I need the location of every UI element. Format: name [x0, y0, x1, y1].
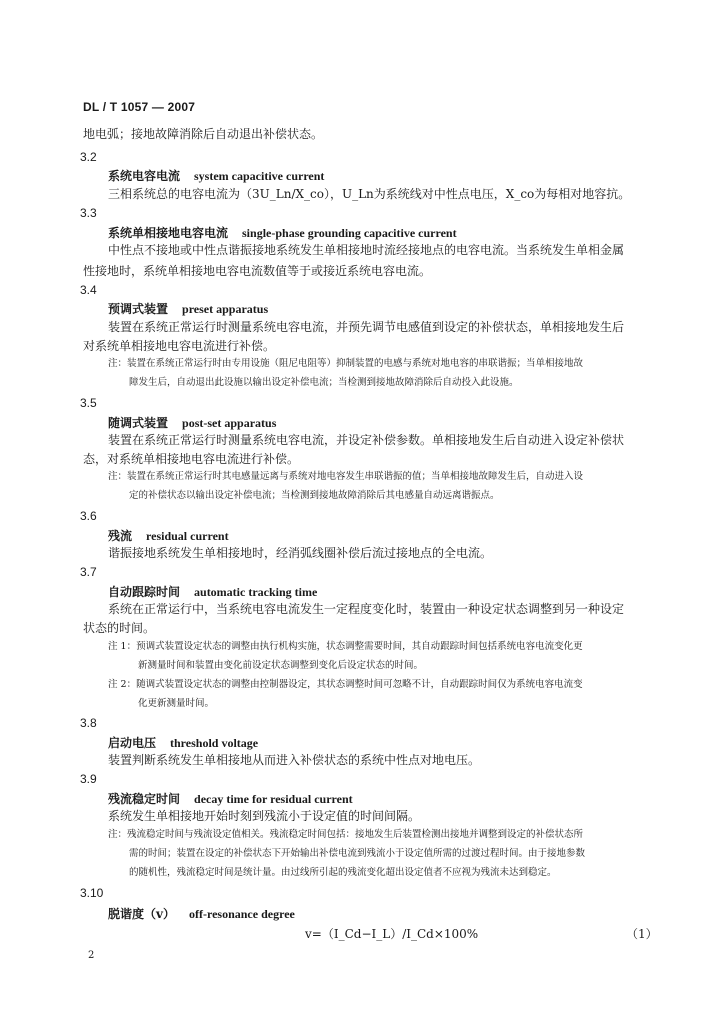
term-cn: 系统单相接地电容电流	[108, 226, 229, 240]
section-number: 3.4	[80, 283, 97, 297]
section-number: 3.10	[80, 886, 104, 900]
term-en: system capacitive current	[194, 169, 325, 183]
term-cn: 残流	[108, 529, 133, 543]
section-number: 3.5	[80, 396, 97, 410]
term-en: residual current	[146, 529, 229, 543]
body-line: 态，对系统单相接地电容电流进行补偿。	[83, 452, 300, 466]
body-line: 三相系统总的电容电流为（3U_Ln/X_co），U_Ln为系统线对中性点电压，X_co为每相对地容抗。	[108, 187, 631, 201]
term-heading	[108, 734, 258, 751]
term-cn: 预调式装置	[108, 302, 169, 316]
term-heading	[108, 790, 353, 807]
term-cn: 自动跟踪时间	[108, 585, 181, 599]
body-line: 装置在系统正常运行时测量系统电容电流，并预先调节电感值到设定的补偿状态，单相接地发生后	[108, 320, 625, 334]
term-en: threshold voltage	[170, 736, 259, 750]
term-en: off-resonance degree	[188, 907, 295, 921]
term-cn: 启动电压	[108, 736, 157, 750]
term-heading	[108, 527, 229, 544]
note-line: 新测量时间和装置由变化前设定状态调整到变化后设定状态的时间。	[138, 660, 424, 671]
note-line: 定的补偿状态以输出设定补偿电流；当检测到接地故障消除后其电感量自动远离谐振点。	[129, 490, 500, 501]
term-en: preset apparatus	[182, 302, 269, 316]
term-en: single-phase grounding capacitive current	[242, 226, 457, 240]
term-heading	[108, 583, 317, 600]
note-line: 注：残流稳定时间与残流设定值相关。残流稳定时间包括：接地发生后装置检测出接地并调整到设定的补偿状态所	[108, 829, 584, 840]
note-line: 注 1：预调式装置设定状态的调整由执行机构实施，状态调整需要时间，其自动跟踪时间包括系统电容电流变化更	[108, 641, 583, 652]
section-number: 3.6	[80, 509, 97, 523]
term-cn: 脱谐度（v）	[108, 907, 175, 921]
section-number: 3.2	[80, 150, 97, 164]
section-number: 3.8	[80, 716, 97, 730]
term-en: decay time for residual current	[194, 792, 353, 806]
section-number: 3.3	[80, 206, 97, 220]
term-heading	[108, 905, 295, 922]
intro-line: 地电弧；接地故障消除后自动退出补偿状态。	[83, 127, 324, 141]
term-cn: 随调式装置	[108, 416, 169, 430]
note-line: 化更新测量时间。	[138, 698, 215, 709]
body-line: 谐振接地系统发生单相接地时，经消弧线圈补偿后流过接地点的全电流。	[108, 546, 493, 560]
section-number: 3.9	[80, 772, 97, 786]
term-heading	[108, 414, 276, 431]
body-line: 对系统单相接地电容电流进行补偿。	[83, 339, 276, 353]
standard-header: DL / T 1057 — 2007	[83, 100, 196, 114]
body-line: 状态的时间。	[83, 621, 156, 635]
section-number: 3.7	[80, 565, 97, 579]
term-heading	[108, 224, 457, 241]
term-heading	[108, 300, 268, 317]
term-en: post-set apparatus	[182, 416, 277, 430]
note-line: 注：装置在系统正常运行时由专用设施（阻尼电阻等）抑制装置的电感与系统对地电容的串联谐振；当单相接地故	[108, 358, 584, 369]
term-en: automatic tracking time	[194, 585, 318, 599]
body-line: 装置在系统正常运行时测量系统电容电流，并设定补偿参数。单相接地发生后自动进入设定补偿状	[108, 433, 625, 447]
term-cn: 残流稳定时间	[108, 792, 181, 806]
body-line: 性接地时，系统单相接地电容电流数值等于或接近系统电容电流。	[83, 264, 432, 278]
formula: v=（I_Cd−I_L）/I_Cd×100%	[305, 927, 479, 941]
formula-number: （1）	[626, 927, 658, 941]
body-line: 装置判断系统发生单相接地从而进入补偿状态的系统中性点对地电压。	[108, 753, 481, 767]
note-line: 注：装置在系统正常运行时其电感量远离与系统对地电容发生串联谐振的值；当单相接地故障发生后，自动进入设	[108, 471, 584, 482]
body-line: 中性点不接地或中性点谐振接地系统发生单相接地时流经接地点的电容电流。当系统发生单相金属	[108, 243, 625, 257]
body-line: 系统在正常运行中，当系统电容电流发生一定程度变化时，装置由一种设定状态调整到另一种设定	[108, 602, 625, 616]
note-line: 需的时间；装置在设定的补偿状态下开始输出补偿电流到残流小于设定值所需的过渡过程时间。由于接地参数	[129, 848, 586, 859]
term-heading	[108, 167, 324, 184]
page-number: 2	[88, 950, 95, 961]
note-line: 注 2：随调式装置设定状态的调整由控制器设定，其状态调整时间可忽略不计，自动跟踪时间仅为系统电容电流变	[108, 679, 583, 690]
body-line: 系统发生单相接地开始时刻到残流小于设定值的时间间隔。	[108, 809, 421, 823]
term-cn: 系统电容电流	[108, 169, 181, 183]
note-line: 障发生后，自动退出此设施以输出设定补偿电流；当检测到接地故障消除后自动投入此设施。	[129, 377, 519, 388]
note-line: 的随机性，残流稳定时间是统计量。由过线所引起的残流变化超出设定值者不应视为残流未达到稳定。	[129, 867, 557, 878]
